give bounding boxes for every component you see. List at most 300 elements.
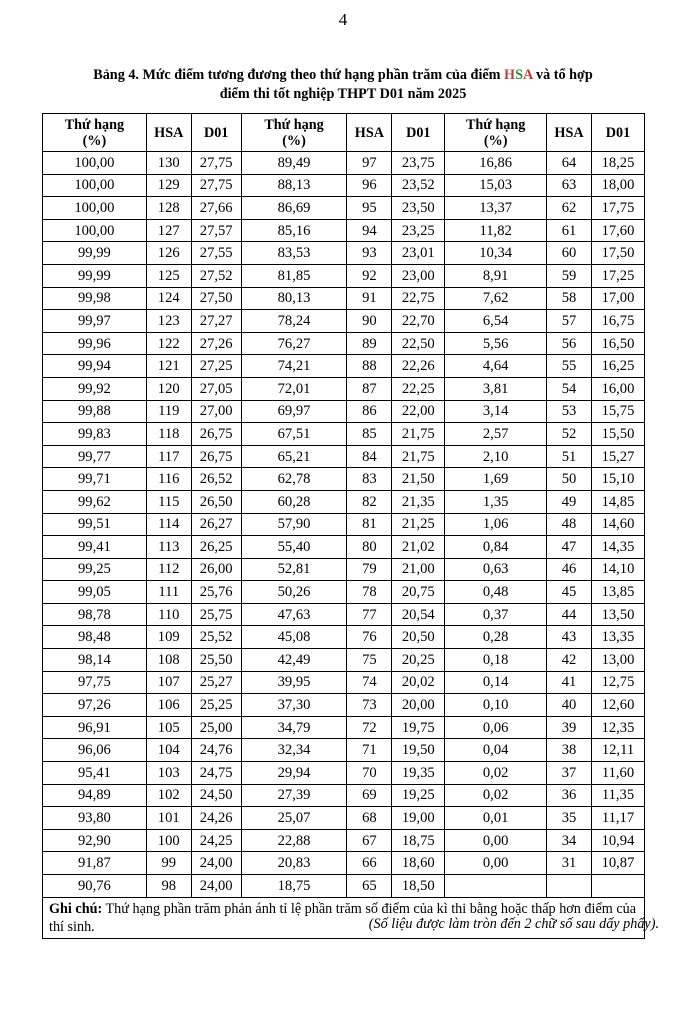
- table-row: [43, 174, 645, 197]
- table-cell: 16,86: [445, 152, 547, 175]
- table-cell: 14,60: [591, 513, 644, 536]
- table-cell: 0,48: [445, 581, 547, 604]
- table-cell: 19,50: [392, 739, 445, 762]
- table-row: [43, 513, 645, 536]
- table-cell: 41: [547, 671, 592, 694]
- table-cell: 99: [146, 852, 191, 875]
- table-cell: 99,98: [43, 287, 147, 310]
- rounding-note: (Số liệu được làm tròn đến 2 chữ số sau dấy phẩy).: [368, 916, 659, 932]
- table-cell: 52,81: [241, 558, 347, 581]
- table-cell: 129: [146, 174, 191, 197]
- table-cell: 0,18: [445, 649, 547, 672]
- table-cell: 74,21: [241, 355, 347, 378]
- caption-hsa-s: S: [515, 67, 523, 83]
- table-cell: 69,97: [241, 400, 347, 423]
- table-cell: 17,50: [591, 242, 644, 265]
- table-cell: 13,00: [591, 649, 644, 672]
- table-cell: 104: [146, 739, 191, 762]
- table-cell: 13,85: [591, 581, 644, 604]
- table-cell: 71: [347, 739, 392, 762]
- table-cell: 0,84: [445, 536, 547, 559]
- table-cell: 90: [347, 310, 392, 333]
- table-cell: 84: [347, 445, 392, 468]
- table-cell: 54: [547, 377, 592, 400]
- table-cell: 99,94: [43, 355, 147, 378]
- table-cell: 18,25: [591, 152, 644, 175]
- table-cell: 58: [547, 287, 592, 310]
- table-cell: 65,21: [241, 445, 347, 468]
- header-hsa: HSA: [146, 114, 191, 152]
- table-cell: 0,14: [445, 671, 547, 694]
- table-row: [43, 197, 645, 220]
- table-cell: 98,14: [43, 649, 147, 672]
- table-cell: 100: [146, 829, 191, 852]
- table-cell: 63: [547, 174, 592, 197]
- table-cell: 11,17: [591, 807, 644, 830]
- table-cell: 0,28: [445, 626, 547, 649]
- table-row: [43, 423, 645, 446]
- table-cell: 126: [146, 242, 191, 265]
- header-hsa: HSA: [347, 114, 392, 152]
- table-row: [43, 581, 645, 604]
- table-cell: 25,07: [241, 807, 347, 830]
- table-cell: 43: [547, 626, 592, 649]
- table-cell: 66: [347, 852, 392, 875]
- table-cell: 0,00: [445, 829, 547, 852]
- table-cell: 46: [547, 558, 592, 581]
- table-cell: 19,75: [392, 716, 445, 739]
- table-cell: 21,75: [392, 445, 445, 468]
- table-cell: 21,02: [392, 536, 445, 559]
- table-cell: 117: [146, 445, 191, 468]
- table-cell: 22,88: [241, 829, 347, 852]
- table-cell: 22,25: [392, 377, 445, 400]
- table-cell: 27,27: [191, 310, 241, 333]
- table-cell: 19,25: [392, 784, 445, 807]
- table-cell: 50,26: [241, 581, 347, 604]
- table-cell: 119: [146, 400, 191, 423]
- table-cell: 14,10: [591, 558, 644, 581]
- table-cell: 96: [347, 174, 392, 197]
- table-cell: 39,95: [241, 671, 347, 694]
- table-cell: 98,48: [43, 626, 147, 649]
- table-cell: 26,50: [191, 490, 241, 513]
- table-cell: 5,56: [445, 332, 547, 355]
- table-body: [43, 152, 645, 898]
- table-cell: 81,85: [241, 264, 347, 287]
- table-cell: 40: [547, 694, 592, 717]
- table-cell: 83: [347, 468, 392, 491]
- table-cell: 4,64: [445, 355, 547, 378]
- table-cell: 12,11: [591, 739, 644, 762]
- header-rank: Thứ hạng (%): [43, 114, 147, 152]
- table-cell: 16,50: [591, 332, 644, 355]
- table-row: [43, 310, 645, 333]
- table-cell: 99,97: [43, 310, 147, 333]
- table-row: [43, 784, 645, 807]
- table-cell: 62: [547, 197, 592, 220]
- table-cell: 27,50: [191, 287, 241, 310]
- table-cell: 78: [347, 581, 392, 604]
- table-cell: 27,55: [191, 242, 241, 265]
- table-cell: 27,05: [191, 377, 241, 400]
- table-cell: 27,57: [191, 219, 241, 242]
- table-cell: 29,94: [241, 762, 347, 785]
- table-cell: 14,85: [591, 490, 644, 513]
- table-cell: 17,00: [591, 287, 644, 310]
- header-d01: D01: [392, 114, 445, 152]
- table-cell: 99,41: [43, 536, 147, 559]
- table-cell: 23,00: [392, 264, 445, 287]
- table-row: [43, 829, 645, 852]
- table-cell: 36: [547, 784, 592, 807]
- table-cell: 16,00: [591, 377, 644, 400]
- table-row: [43, 445, 645, 468]
- table-cell: 79: [347, 558, 392, 581]
- table-cell: 0,02: [445, 762, 547, 785]
- table-cell: 13,37: [445, 197, 547, 220]
- table-cell: 3,81: [445, 377, 547, 400]
- table-cell: 47: [547, 536, 592, 559]
- table-cell: 14,35: [591, 536, 644, 559]
- table-row: [43, 852, 645, 875]
- table-cell: 3,14: [445, 400, 547, 423]
- table-cell: 21,50: [392, 468, 445, 491]
- table-cell: 47,63: [241, 603, 347, 626]
- table-cell: 91,87: [43, 852, 147, 875]
- table-cell: 34: [547, 829, 592, 852]
- table-cell: 0,00: [445, 852, 547, 875]
- table-row: [43, 603, 645, 626]
- table-cell: 23,52: [392, 174, 445, 197]
- table-cell: 27,75: [191, 174, 241, 197]
- table-cell: 55: [547, 355, 592, 378]
- table-row: [43, 626, 645, 649]
- table-cell: 125: [146, 264, 191, 287]
- table-cell: 95: [347, 197, 392, 220]
- table-cell: 99,05: [43, 581, 147, 604]
- table-cell: 55,40: [241, 536, 347, 559]
- table-cell: 94,89: [43, 784, 147, 807]
- table-cell: 72: [347, 716, 392, 739]
- table-cell: 22,50: [392, 332, 445, 355]
- table-row: [43, 332, 645, 355]
- table-cell: 57: [547, 310, 592, 333]
- table-cell: 123: [146, 310, 191, 333]
- header-rank: Thứ hạng (%): [445, 114, 547, 152]
- table-cell: 95,41: [43, 762, 147, 785]
- table-cell: 53: [547, 400, 592, 423]
- table-cell: 25,25: [191, 694, 241, 717]
- table-cell: 0,10: [445, 694, 547, 717]
- table-cell: 12,60: [591, 694, 644, 717]
- table-cell: 61: [547, 219, 592, 242]
- table-cell: 18,00: [591, 174, 644, 197]
- table-row: [43, 671, 645, 694]
- table-cell: 82: [347, 490, 392, 513]
- table-cell: 16,75: [591, 310, 644, 333]
- table-cell: 26,00: [191, 558, 241, 581]
- table-cell: 11,35: [591, 784, 644, 807]
- table-cell: 99,88: [43, 400, 147, 423]
- table-cell: 20,25: [392, 649, 445, 672]
- table-cell: 35: [547, 807, 592, 830]
- table-cell: 27,25: [191, 355, 241, 378]
- table-row: [43, 716, 645, 739]
- table-cell: 20,54: [392, 603, 445, 626]
- header-hsa: HSA: [547, 114, 592, 152]
- table-cell: 127: [146, 219, 191, 242]
- table-cell: 10,34: [445, 242, 547, 265]
- table-cell: 73: [347, 694, 392, 717]
- note-label: Ghi chú:: [49, 900, 103, 917]
- table-cell: 1,69: [445, 468, 547, 491]
- table-cell: 1,06: [445, 513, 547, 536]
- table-cell: 7,62: [445, 287, 547, 310]
- table-cell: 27,00: [191, 400, 241, 423]
- table-cell: 13,50: [591, 603, 644, 626]
- table-cell: 97: [347, 152, 392, 175]
- table-cell: 89,49: [241, 152, 347, 175]
- table-cell: 110: [146, 603, 191, 626]
- table-cell: 86: [347, 400, 392, 423]
- table-cell: 27,26: [191, 332, 241, 355]
- table-cell: 99,77: [43, 445, 147, 468]
- header-d01: D01: [591, 114, 644, 152]
- table-cell: 99,51: [43, 513, 147, 536]
- table-cell: 115: [146, 490, 191, 513]
- table-row: [43, 694, 645, 717]
- table-row: [43, 536, 645, 559]
- table-cell: 99,92: [43, 377, 147, 400]
- note-text: Thứ hạng phần trăm phản ánh tỉ lệ phần trăm số điểm của kì thi bằng hoặc thấp hơn điểm của thí sinh.: [49, 900, 637, 935]
- table-cell: 81: [347, 513, 392, 536]
- table-cell: 15,75: [591, 400, 644, 423]
- table-cell: 76,27: [241, 332, 347, 355]
- caption-line1-end: và tổ hợp: [532, 67, 593, 83]
- table-cell: 38: [547, 739, 592, 762]
- table-cell: 34,79: [241, 716, 347, 739]
- table-cell: 60: [547, 242, 592, 265]
- caption-hsa-h: H: [504, 67, 516, 83]
- table-cell: 99,99: [43, 242, 147, 265]
- table-cell: 99,25: [43, 558, 147, 581]
- table-cell: 59: [547, 264, 592, 287]
- table-cell: 89: [347, 332, 392, 355]
- table-cell: 27,75: [191, 152, 241, 175]
- table-cell: 22,70: [392, 310, 445, 333]
- table-cell: 56: [547, 332, 592, 355]
- table-cell: 24,50: [191, 784, 241, 807]
- table-cell: 0,01: [445, 807, 547, 830]
- table-cell: 19,00: [392, 807, 445, 830]
- table-cell: 0,02: [445, 784, 547, 807]
- table-row: [43, 762, 645, 785]
- table-cell: 24,26: [191, 807, 241, 830]
- table-cell: 20,50: [392, 626, 445, 649]
- table-cell: 92,90: [43, 829, 147, 852]
- table-cell: 25,75: [191, 603, 241, 626]
- table-cell: 100,00: [43, 152, 147, 175]
- table-cell: 67: [347, 829, 392, 852]
- table-cell: 97,26: [43, 694, 147, 717]
- table-cell: 21,35: [392, 490, 445, 513]
- table-cell: 60,28: [241, 490, 347, 513]
- table-cell: 78,24: [241, 310, 347, 333]
- table-cell: [445, 875, 547, 898]
- table-cell: 2,10: [445, 445, 547, 468]
- table-cell: 98: [146, 875, 191, 898]
- table-cell: 2,57: [445, 423, 547, 446]
- table-cell: 87: [347, 377, 392, 400]
- table-cell: [547, 875, 592, 898]
- table-row: [43, 468, 645, 491]
- table-cell: 118: [146, 423, 191, 446]
- table-cell: 99,71: [43, 468, 147, 491]
- table-cell: 107: [146, 671, 191, 694]
- table-cell: 23,50: [392, 197, 445, 220]
- table-cell: 26,25: [191, 536, 241, 559]
- score-equivalence-table: [42, 113, 645, 939]
- table-cell: 8,91: [445, 264, 547, 287]
- table-cell: 85: [347, 423, 392, 446]
- table-cell: 37,30: [241, 694, 347, 717]
- header-d01: D01: [191, 114, 241, 152]
- table-cell: 17,60: [591, 219, 644, 242]
- table-cell: 23,75: [392, 152, 445, 175]
- table-cell: 24,76: [191, 739, 241, 762]
- table-cell: 121: [146, 355, 191, 378]
- table-cell: 24,00: [191, 852, 241, 875]
- table-cell: 22,26: [392, 355, 445, 378]
- table-cell: 45,08: [241, 626, 347, 649]
- table-cell: 16,25: [591, 355, 644, 378]
- table-row: [43, 355, 645, 378]
- table-cell: 88,13: [241, 174, 347, 197]
- table-cell: 25,50: [191, 649, 241, 672]
- table-cell: 12,75: [591, 671, 644, 694]
- table-cell: 25,76: [191, 581, 241, 604]
- page-number: 4: [338, 10, 348, 29]
- table-cell: 116: [146, 468, 191, 491]
- table-cell: 77: [347, 603, 392, 626]
- table-row: [43, 264, 645, 287]
- table-cell: 69: [347, 784, 392, 807]
- table-cell: 49: [547, 490, 592, 513]
- table-row: [43, 287, 645, 310]
- table-cell: 124: [146, 287, 191, 310]
- table-cell: [591, 875, 644, 898]
- table-cell: 70: [347, 762, 392, 785]
- table-cell: 90,76: [43, 875, 147, 898]
- table-cell: 122: [146, 332, 191, 355]
- table-row: [43, 875, 645, 898]
- table-cell: 64: [547, 152, 592, 175]
- table-cell: 106: [146, 694, 191, 717]
- table-cell: 102: [146, 784, 191, 807]
- table-cell: 74: [347, 671, 392, 694]
- table-cell: 0,63: [445, 558, 547, 581]
- table-cell: 39: [547, 716, 592, 739]
- table-cell: 23,01: [392, 242, 445, 265]
- table-cell: 26,75: [191, 445, 241, 468]
- table-cell: 19,35: [392, 762, 445, 785]
- table-cell: 83,53: [241, 242, 347, 265]
- table-cell: 80,13: [241, 287, 347, 310]
- table-cell: 11,82: [445, 219, 547, 242]
- table-cell: 98,78: [43, 603, 147, 626]
- table-cell: 99,83: [43, 423, 147, 446]
- table-cell: 20,83: [241, 852, 347, 875]
- table-cell: 22,00: [392, 400, 445, 423]
- table-row: [43, 490, 645, 513]
- table-cell: 97,75: [43, 671, 147, 694]
- table-cell: 0,06: [445, 716, 547, 739]
- table-row: [43, 242, 645, 265]
- table-cell: 26,27: [191, 513, 241, 536]
- table-cell: 21,25: [392, 513, 445, 536]
- table-cell: 86,69: [241, 197, 347, 220]
- table-cell: 6,54: [445, 310, 547, 333]
- table-cell: 27,66: [191, 197, 241, 220]
- table-row: [43, 558, 645, 581]
- table-cell: 37: [547, 762, 592, 785]
- table-cell: 31: [547, 852, 592, 875]
- header-rank: Thứ hạng (%): [241, 114, 347, 152]
- table-cell: 96,06: [43, 739, 147, 762]
- table-cell: 93,80: [43, 807, 147, 830]
- table-cell: 68: [347, 807, 392, 830]
- table-cell: 94: [347, 219, 392, 242]
- table-cell: 15,27: [591, 445, 644, 468]
- table-cell: 10,87: [591, 852, 644, 875]
- table-cell: 109: [146, 626, 191, 649]
- table-cell: 62,78: [241, 468, 347, 491]
- table-cell: 65: [347, 875, 392, 898]
- table-cell: 130: [146, 152, 191, 175]
- table-row: [43, 152, 645, 175]
- table-cell: 25,00: [191, 716, 241, 739]
- table-cell: 26,52: [191, 468, 241, 491]
- table-row: [43, 377, 645, 400]
- table-cell: 92: [347, 264, 392, 287]
- table-cell: 103: [146, 762, 191, 785]
- table-cell: 0,04: [445, 739, 547, 762]
- table-cell: 20,75: [392, 581, 445, 604]
- table-cell: 1,35: [445, 490, 547, 513]
- table-cell: 20,02: [392, 671, 445, 694]
- table-cell: 17,75: [591, 197, 644, 220]
- table-cell: 18,60: [392, 852, 445, 875]
- table-cell: 112: [146, 558, 191, 581]
- table-cell: 108: [146, 649, 191, 672]
- table-cell: 26,75: [191, 423, 241, 446]
- table-cell: 99,99: [43, 264, 147, 287]
- table-cell: 80: [347, 536, 392, 559]
- table-cell: 25,27: [191, 671, 241, 694]
- table-cell: 25,52: [191, 626, 241, 649]
- table-cell: 20,00: [392, 694, 445, 717]
- table-cell: 24,00: [191, 875, 241, 898]
- table-cell: 85,16: [241, 219, 347, 242]
- table-cell: 15,10: [591, 468, 644, 491]
- table-cell: 100,00: [43, 219, 147, 242]
- table-row: [43, 219, 645, 242]
- table-cell: 100,00: [43, 174, 147, 197]
- table-cell: 27,52: [191, 264, 241, 287]
- table-cell: 88: [347, 355, 392, 378]
- table-cell: 24,25: [191, 829, 241, 852]
